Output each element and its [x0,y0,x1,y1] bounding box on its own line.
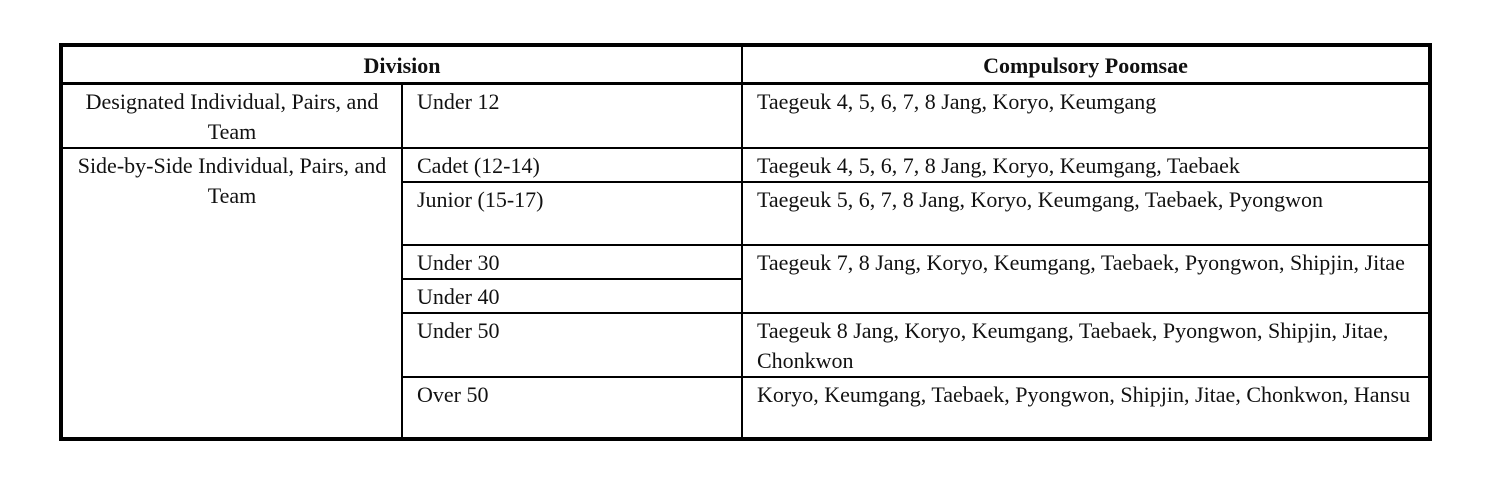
poomsae-under-50: Taegeuk 8 Jang, Koryo, Keumgang, Taebaek, Pyongwon, Shipjin, Jitae, Chonkwon [742,313,1430,377]
division-junior: Junior (15-17) [402,182,742,245]
division-under-40: Under 40 [402,279,742,313]
table-row [61,148,1430,182]
table-row [61,84,1430,149]
division-under-50: Under 50 [402,313,742,377]
poomsae-cadet: Taegeuk 4, 5, 6, 7, 8 Jang, Koryo, Keumgang, Taebaek [742,148,1430,182]
division-cadet: Cadet (12-14) [402,148,742,182]
poomsae-table [59,43,1432,441]
division-header: Division [61,45,742,84]
category-side-by-side: Side-by-Side Individual, Pairs, and Team [61,148,402,439]
poomsae-under-30-40: Taegeuk 7, 8 Jang, Koryo, Keumgang, Taebaek, Pyongwon, Shipjin, Jitae [742,245,1430,313]
poomsae-over-50: Koryo, Keumgang, Taebaek, Pyongwon, Shipjin, Jitae, Chonkwon, Hansu [742,377,1430,439]
compulsory-poomsae-header: Compulsory Poomsae [742,45,1430,84]
poomsae-junior: Taegeuk 5, 6, 7, 8 Jang, Koryo, Keumgang, Taebaek, Pyongwon [742,182,1430,245]
division-under-12: Under 12 [402,84,742,149]
header-row [61,45,1430,84]
division-over-50: Over 50 [402,377,742,439]
poomsae-under-12: Taegeuk 4, 5, 6, 7, 8 Jang, Koryo, Keumgang [742,84,1430,149]
category-designated: Designated Individual, Pairs, and Team [61,84,402,149]
division-under-30: Under 30 [402,245,742,279]
